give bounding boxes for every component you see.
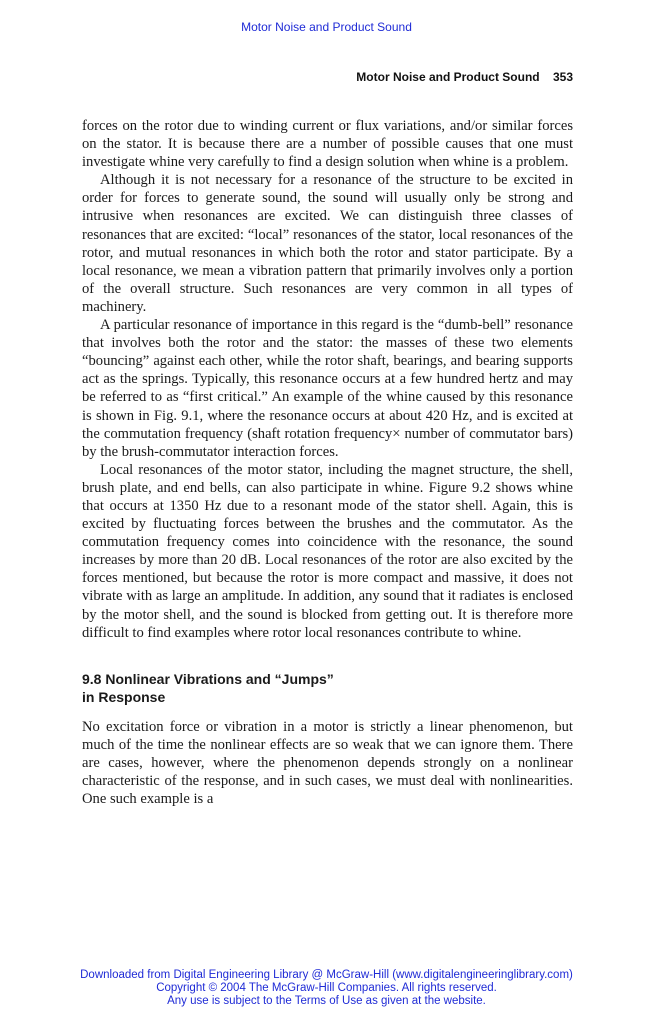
paragraph-stator-resonances: Local resonances of the motor stator, including the magnet structure, the shell, brush plate, and end bells, can also participate in whine. Figure 9.2 shows whine that occurs at 1350 Hz due to a resonant mode of the stator shell. Again, this is excited by fluctuating forces between the brushes and the commutator. As the commutation frequency comes into coincidence with the resonance, the sound increases by more than 20 dB. Local resonances of the rotor are also excited by the forces mentioned, but because the rotor is more compact and massive, it does not vibrate with as large an amplitude. In addition, any sound that it radiates is enclosed by the motor shell, and the sound is blocked from getting out. It is therefore more difficult to find examples where rotor local resonances contribute to whine.: [82, 461, 573, 641]
paragraph-nonlinear-intro: No excitation force or vibration in a motor is strictly a linear phenomenon, but much of the time the nonlinear effects are so weak that we can ignore them. There are cases, however, where the phenomenon depends strongly on a nonlinear characteristic of the response, and in such cases, we must deal with nonlinearities. One such example is a: [82, 718, 573, 808]
section-heading-line-2: in Response: [82, 688, 166, 705]
footer-copyright: Copyright © 2004 The McGraw-Hill Companies. All rights reserved.: [156, 982, 497, 994]
page-number: 353: [552, 70, 573, 84]
paragraph-continuation: forces on the rotor due to winding current or flux variations, and/or similar forces on the stator. It is because there are a number of possible causes that one must investigate whine very carefully to find a design solution when whine is a problem.: [82, 118, 573, 171]
page-body: [82, 117, 573, 808]
running-head: [356, 70, 573, 84]
section-heading-line-1: 9.8 Nonlinear Vibrations and “Jumps”: [82, 670, 334, 687]
top-banner: Motor Noise and Product Sound: [241, 20, 412, 34]
paragraph-resonance-classes: Although it is not necessary for a resonance of the structure to be excited in order for forces to generate sound, the sound will usually only be strong and intrusive when resonances are excited. We can distinguish three classes of resonances that are excited: “local” resonances of the stator, local resonances of the rotor, and mutual resonances in which both the rotor and stator participate. By a local resonance, we mean a vibration pattern that primarily involves only a portion of the overall structure. Such resonances are very common in all types of machinery.: [82, 172, 573, 315]
footer-terms-link[interactable]: Any use is subject to the Terms of Use as given at the website.: [167, 995, 486, 1007]
download-footer: [0, 969, 653, 1008]
running-head-title: Motor Noise and Product Sound: [356, 70, 540, 84]
footer-download-link[interactable]: Downloaded from Digital Engineering Library @ McGraw-Hill (www.digitalengineeringlibrary.com): [80, 969, 573, 981]
section-heading: [82, 670, 573, 706]
paragraph-dumbbell-resonance: A particular resonance of importance in this regard is the “dumb-bell” resonance that involves both the rotor and the stator: the masses of these two elements “bouncing” against each other, while the rotor shaft, bearings, and bearing supports act as the springs. Typically, this resonance occurs at a few hundred hertz and may be referred to as “first critical.” An example of the whine caused by this resonance is shown in Fig. 9.1, where the resonance occurs at about 420 Hz, and is excited at the commutation frequency (shaft rotation frequency× number of commutator bars) by the brush-commutator interaction forces.: [82, 317, 573, 460]
